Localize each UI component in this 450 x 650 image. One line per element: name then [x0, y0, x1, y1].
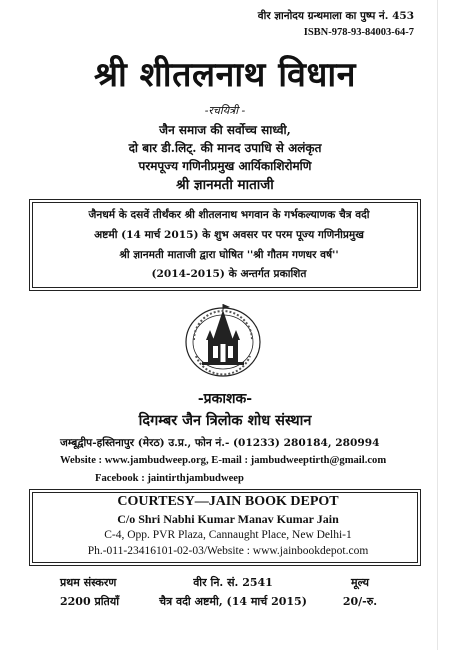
publisher-address: जम्बूद्वीप-हस्तिनापुर (मेरठ) उ.प्र., फोन नं.- (01233) 280184, 280994 — [60, 437, 380, 449]
author-line-2: दो बार डी.लिट्. की मानद उपाधि से अलंकृत — [128, 141, 322, 155]
isbn-line: ISBN-978-93-84003-64-7 — [303, 27, 414, 38]
publication-date: चैत्र वदी अष्टमी, (14 मार्च 2015) — [159, 595, 307, 608]
publisher-web-email: Website : www.jambudweep.org, E-mail : jambudweeptirth@gmail.com — [60, 455, 387, 466]
publisher-label: -प्रकाशक- — [197, 391, 253, 407]
era-year: वीर नि. सं. 2541 — [193, 576, 273, 589]
author-line-3: परमपूज्य गणिनीप्रमुख आर्यिकाशिरोमणि — [138, 159, 312, 173]
courtesy-title: COURTESY—JAIN BOOK DEPOT — [117, 494, 339, 509]
notice-line-3: श्री ज्ञानमती माताजी द्वारा घोषित ''श्री गौतम गणधर वर्ष'' — [119, 249, 339, 261]
price-label: मूल्य — [351, 576, 369, 589]
courtesy-line-3: Ph.-011-23416101-02-03/Website : www.jainbookdepot.com — [87, 545, 369, 557]
copies: 2200 प्रतियाँ — [60, 595, 120, 608]
series-line: वीर ज्ञानोदय ग्रन्थमाला का पुष्प नं. 453 — [257, 10, 414, 22]
publisher-facebook: Facebook : jaintirthjambudweep — [95, 473, 244, 484]
notice-line-1: जैनधर्म के दसवें तीर्थंकर श्री शीतलनाथ भगवान के गर्भकल्याणक चैत्र वदी — [88, 209, 370, 221]
price: 20/-रु. — [342, 595, 378, 608]
notice-line-2: अष्टमी (14 मार्च 2015) के शुभ अवसर पर परम पूज्य गणिनीप्रमुख — [94, 229, 364, 241]
courtesy-line-1: C/o Shri Nabhi Kumar Manav Kumar Jain — [117, 512, 339, 526]
page-edge — [437, 0, 438, 650]
publisher-name: दिगम्बर जैन त्रिलोक शोध संस्थान — [138, 412, 312, 429]
courtesy-line-2: C-4, Opp. PVR Plaza, Cannaught Place, New Delhi-1 — [104, 529, 352, 541]
author-label: -रचयित्री - — [204, 104, 246, 117]
notice-line-4: (2014-2015) के अन्तर्गत प्रकाशित — [151, 268, 307, 280]
temple-emblem-icon — [180, 300, 266, 380]
book-title: श्री शीतलनाथ विधान — [93, 55, 357, 95]
edition-label: प्रथम संस्करण — [60, 576, 117, 589]
author-name: श्री ज्ञानमती माताजी — [176, 177, 274, 193]
author-line-1: जैन समाज की सर्वोच्च साध्वी, — [159, 123, 291, 137]
